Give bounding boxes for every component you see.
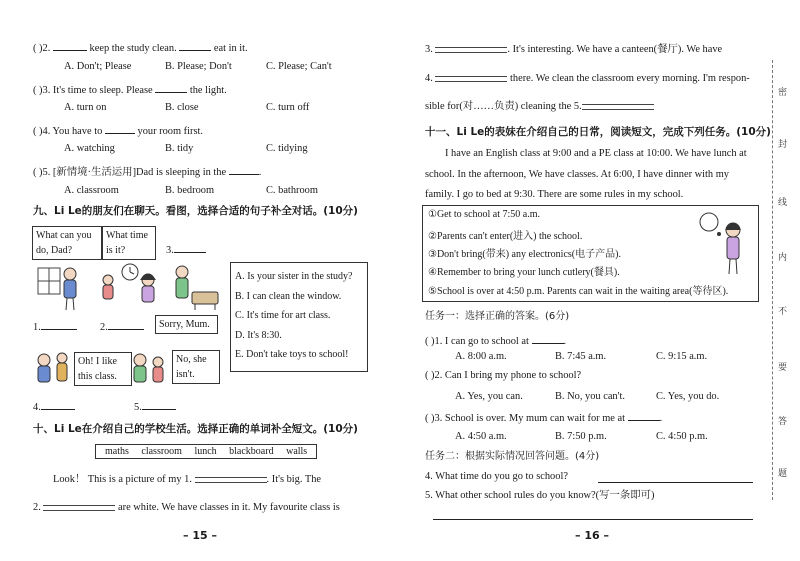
q4-text-b: your room first. <box>137 126 204 137</box>
tq1-text: I can go to school at <box>444 336 529 347</box>
q4-number: ( )4. <box>33 126 51 137</box>
boy-figure-icon <box>38 354 50 382</box>
side-char-5: 不 <box>778 307 788 317</box>
option-d[interactable]: D. It's 8:30. <box>235 329 282 341</box>
word-maths: maths <box>105 446 129 457</box>
passage-line-1-end: . It's big. The <box>266 474 322 485</box>
tq2-text: Can I bring my phone to school? <box>444 370 582 381</box>
side-char-2: 封 <box>778 140 788 150</box>
illustration-scene-3 <box>128 350 170 392</box>
q4-option-c[interactable]: C. tidying <box>266 143 308 154</box>
passage-line-5-text: sible for(对……负责) cleaning the <box>425 101 572 112</box>
bubble-sorry-mum: Sorry, Mum. <box>155 315 218 334</box>
question-3 <box>33 81 227 97</box>
answer-3-blank[interactable] <box>174 241 206 253</box>
question-5 <box>33 163 261 179</box>
illustration-scene-2 <box>32 350 72 392</box>
window-icon <box>38 268 60 294</box>
rule-3: ③Don't bring(带来) any electronics(电子产品). <box>428 249 621 260</box>
passage-line-1 <box>53 473 321 486</box>
tq1-option-a[interactable]: A. 8:00 a.m. <box>455 351 507 362</box>
task-1-title: 任务一：选择正确的答案。(6分) <box>425 311 570 322</box>
passage-blank-5[interactable] <box>582 104 654 110</box>
two-children-icon <box>134 354 163 382</box>
question-4 <box>33 122 203 138</box>
q4-option-a[interactable]: A. watching <box>64 143 115 154</box>
tq3-text: School is over. My mum can wait for me at <box>444 413 625 424</box>
tq3-number: ( )3. <box>425 413 443 424</box>
answer-line-4[interactable] <box>598 482 753 483</box>
side-char-4: 内 <box>778 253 788 263</box>
passage-line-3 <box>425 43 722 56</box>
bubble-no-she-isnt: No, she isn't. <box>172 350 220 384</box>
word-lunch: lunch <box>194 446 217 457</box>
q5-text-a: [新情境·生活运用]Dad is sleeping in the <box>52 167 227 178</box>
tq1-number: ( )1. <box>425 336 443 347</box>
q3-text-a: It's time to sleep. Please <box>52 85 153 96</box>
child-figure-icon <box>103 275 113 299</box>
answer-2-blank[interactable] <box>108 318 144 330</box>
answer-5-blank[interactable] <box>142 398 176 410</box>
passage-blank-3[interactable] <box>435 47 507 53</box>
passage-blank-2[interactable] <box>43 505 115 511</box>
tq3-option-b[interactable]: B. 7:50 p.m. <box>555 431 607 442</box>
q5-text-b: . <box>258 167 262 178</box>
answer-slot-5 <box>134 398 176 414</box>
tq1-end: . <box>563 336 567 347</box>
word-blackboard: blackboard <box>229 446 274 457</box>
q2-number: ( )2. <box>33 43 51 54</box>
girl-figure-icon <box>140 274 156 303</box>
tq3-option-a[interactable]: A. 4:50 a.m. <box>455 431 507 442</box>
option-c[interactable]: C. It's time for art class. <box>235 310 331 321</box>
girl-figure-icon <box>725 223 741 274</box>
tq3-blank[interactable] <box>628 409 660 421</box>
passage-line-1-text: Look！ This is a picture of my <box>53 474 182 485</box>
mum-figure-icon <box>176 266 188 298</box>
task-question-1 <box>425 332 566 348</box>
q2-option-a[interactable]: A. Don't; Please <box>64 61 132 72</box>
blank-4-number: 4. <box>425 73 433 84</box>
passage-blank-4[interactable] <box>435 76 507 82</box>
rule-1: ①Get to school at 7:50 a.m. <box>428 209 541 220</box>
binding-dashed-line <box>772 60 773 500</box>
section-9-title: 九、Li Le的朋友们在聊天。看图，选择合适的句子补全对话。(10分) <box>33 205 358 217</box>
side-char-8: 题 <box>778 469 788 479</box>
answer-2-label: 2. <box>100 322 108 333</box>
option-b[interactable]: B. I can clean the window. <box>235 290 342 302</box>
teacher-figure-icon <box>57 353 67 381</box>
answer-line-5[interactable] <box>433 519 753 520</box>
q2-blank-1[interactable] <box>53 39 87 51</box>
tq2-number: ( )2. <box>425 370 443 381</box>
section-11-title: 十一、Li Le的表妹在介绍自己的日常，阅读短文，完成下列任务。(10分) <box>425 126 771 138</box>
q3-option-b[interactable]: B. close <box>165 102 199 113</box>
blank-5-number: 5. <box>573 101 582 112</box>
section-9-options-box <box>230 262 368 372</box>
answer-1-label: 1. <box>33 322 41 333</box>
q2-option-b[interactable]: B. Please; Don't <box>165 61 232 72</box>
girl-thinking-illustration <box>695 208 751 278</box>
q5-option-a[interactable]: A. classroom <box>64 185 119 196</box>
rule-4: ④Remember to bring your lunch cutlery(餐具). <box>428 267 620 278</box>
q2-text-a: keep the study clean. <box>89 43 177 54</box>
q5-option-b[interactable]: B. bedroom <box>165 185 215 196</box>
word-walls: walls <box>286 446 308 457</box>
bubble-what-time: What time is it? <box>102 226 156 260</box>
sofa-icon <box>192 292 218 310</box>
option-e[interactable]: E. Don't take toys to school! <box>235 349 349 360</box>
q5-option-c[interactable]: C. bathroom <box>266 185 318 196</box>
rule-2: ②Parents can't enter(进入) the school. <box>428 231 583 242</box>
bubble-like-class: Oh! I like this class. <box>74 352 132 386</box>
question-2 <box>33 39 248 55</box>
passage-line-5 <box>425 100 654 113</box>
option-a[interactable]: A. Is your sister in the study? <box>235 271 353 282</box>
bubble-what-can-you-do: What can you do, Dad? <box>32 226 102 260</box>
open-question-5: 5. What other school rules do you know?(写一条即可) <box>425 490 655 501</box>
q5-number: ( )5. <box>33 167 51 178</box>
q3-text-b: the light. <box>189 85 227 96</box>
tq2-option-b[interactable]: B. No, you can't. <box>555 391 625 402</box>
tq1-option-b[interactable]: B. 7:45 a.m. <box>555 351 607 362</box>
page-number-16: – 16 – <box>575 529 609 542</box>
passage-line-2-text: are white. We have classes in it. My favourite class is <box>118 502 340 513</box>
word-classroom: classroom <box>141 446 182 457</box>
side-char-3: 线 <box>778 198 788 208</box>
side-char-1: 密 <box>778 88 788 98</box>
answer-4-blank[interactable] <box>41 398 75 410</box>
section-10-title: 十、Li Le在介绍自己的学校生活。选择正确的单词补全短文。(10分) <box>33 423 358 435</box>
q5-blank[interactable] <box>229 163 259 175</box>
task-2-title: 任务二：根据实际情况回答问题。(4分) <box>425 451 600 462</box>
answer-slot-2 <box>100 318 144 334</box>
thought-bubble-icon <box>700 213 721 236</box>
q3-blank[interactable] <box>155 81 187 93</box>
passage-line-4-text: there. We clean the classroom every morning. I'm respon- <box>510 73 750 84</box>
dad-figure-icon <box>64 268 76 310</box>
reading-passage-line-3: family. I go to bed at 9:30. There are some rules in my school. <box>425 189 684 200</box>
answer-slot-4 <box>33 398 75 414</box>
illustration-scene-1 <box>32 262 222 314</box>
q4-text-a: You have to <box>52 126 103 137</box>
answer-1-blank[interactable] <box>41 318 77 330</box>
answer-slot-1 <box>33 318 77 334</box>
rules-box <box>422 205 759 302</box>
task-question-3 <box>425 409 662 425</box>
answer-3-label: 3. <box>166 245 174 256</box>
task-question-2 <box>425 369 581 382</box>
reading-passage-line-2: school. In the afternoon, We have classes. At 6:00, I have dinner with my <box>425 169 729 180</box>
tq3-option-c[interactable]: C. 4:50 p.m. <box>656 431 708 442</box>
side-char-6: 要 <box>778 363 788 373</box>
q2-option-c[interactable]: C. Please; Can't <box>266 61 332 72</box>
passage-line-3-text: . It's interesting. We have a canteen(餐厅). We have <box>507 44 723 55</box>
tq2-option-c[interactable]: C. Yes, you do. <box>656 391 720 402</box>
tq1-option-c[interactable]: C. 9:15 a.m. <box>656 351 708 362</box>
blank-1-number: 1. <box>184 474 192 485</box>
answer-slot-3 <box>166 241 206 257</box>
blank-2-number: 2. <box>33 502 41 513</box>
rule-5: ⑤School is over at 4:50 p.m. Parents can wait in the waiting area(等待区). <box>428 286 729 297</box>
q3-option-c[interactable]: C. turn off <box>266 102 310 113</box>
tq1-blank[interactable] <box>532 332 564 344</box>
open-question-4: 4. What time do you go to school? <box>425 471 568 482</box>
answer-5-label: 5. <box>134 402 142 413</box>
reading-passage-line-1: I have an English class at 9:00 and a PE class at 10:00. We have lunch at <box>445 148 747 159</box>
q3-option-a[interactable]: A. turn on <box>64 102 107 113</box>
q4-option-b[interactable]: B. tidy <box>165 143 194 154</box>
clock-icon <box>122 264 138 280</box>
answer-4-label: 4. <box>33 402 41 413</box>
q4-blank[interactable] <box>105 122 135 134</box>
q3-number: ( )3. <box>33 85 51 96</box>
word-bank <box>95 444 317 459</box>
tq2-option-a[interactable]: A. Yes, you can. <box>455 391 523 402</box>
page-number-15: – 15 – <box>183 529 217 542</box>
passage-line-2 <box>33 501 340 514</box>
side-char-7: 答 <box>778 417 788 427</box>
passage-blank-1[interactable] <box>195 477 267 483</box>
q2-blank-2[interactable] <box>179 39 211 51</box>
q2-text-b: eat in it. <box>213 43 248 54</box>
passage-line-4 <box>425 72 750 85</box>
blank-3-number: 3. <box>425 44 433 55</box>
right-page <box>400 0 800 561</box>
tq3-end: . <box>659 413 663 424</box>
